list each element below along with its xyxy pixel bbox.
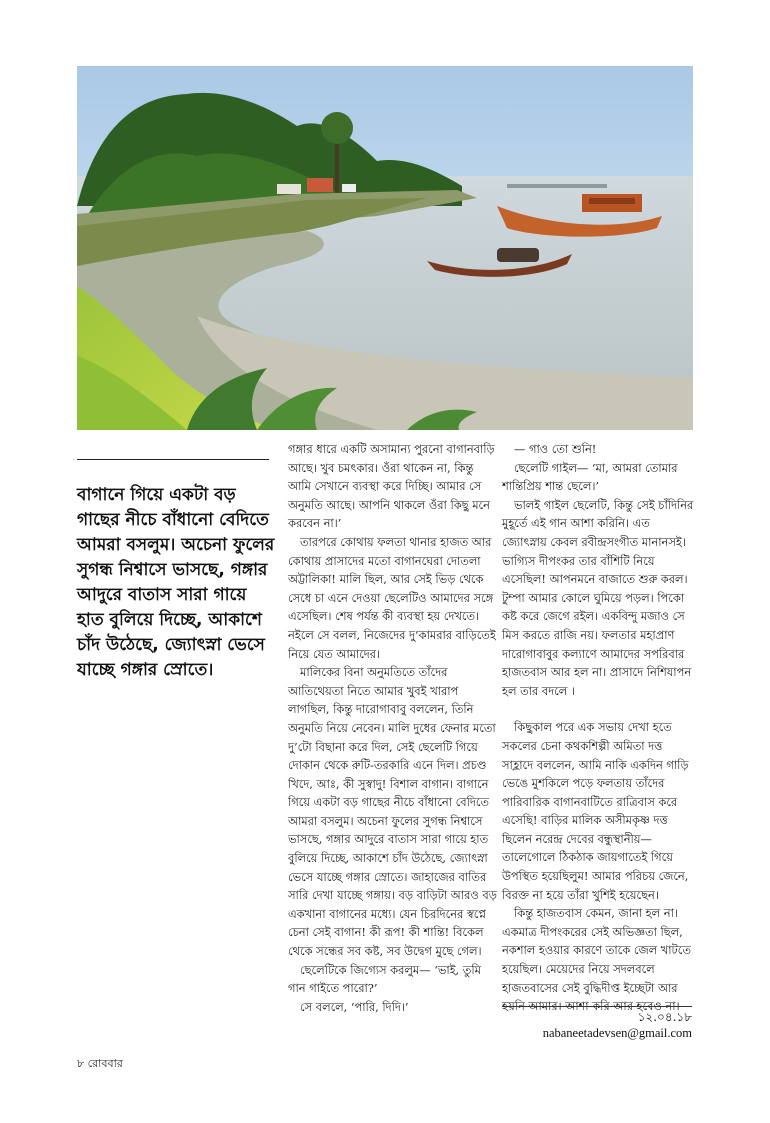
pull-quote: বাগানে গিয়ে একটা বড় গাছের নীচে বাঁধানো বেদিতে আমরা বসলুম। অচেনা ফুলের সুগন্ধ নিশ্বাসে ভাসছে, গঙ্গার আদুরে বাতাস সারা গায়ে হাত বুলিয়ে দিচ্ছে, আকাশে চাঁদ উঠেছে, জ্যোৎস্না ভেসে যাচ্ছে গঙ্গার স্রোতে। [77,485,275,680]
paragraph: ছেলেটিকে জিগ্যেস করলুম— ‘ভাই, তুমি গান গাইতে পারো?’ [288,962,481,996]
paragraph: ভালই গাইল ছেলেটি, কিন্তু সেই চাঁদিনির মুহূর্তে এই গান আশা করিনি। এত জ্যোৎস্নায় কেবল রবীন্দ্রসংগীত মানানসই। ভাগ্যিস দীপংকর তার বাঁশিটি নিয়ে এসেছিল! আপনমনে বাজাতে শুরু করল। টুম্পা আমার কোলে ঘুমিয়ে পড়ল। পিকো কষ্ট করে জেগে রইল। একবিন্দু মজাও সে মিস করতে রাজি নয়। ফলতার মহাপ্রাণ দারোগাবাবুর কল্যাণে আমাদের সপরিবার হাজতবাস আর হল না। প্রাসাদে নিশিযাপন হল তার বদলে । [502,497,694,698]
article-date: ১২.০৪.১৮ [637,1010,692,1024]
paragraph: সে বললে, ‘পারি, দিদি।’ [300,999,409,1014]
article-column-3 [502,440,695,1016]
paragraph: — গাও তো শুনি! [514,442,597,456]
riverbank-illustration [77,66,693,430]
author-email[interactable]: nabaneetadevsen@gmail.com [542,1026,692,1040]
paragraph: কিন্তু হাজতবাস কেমন, জানা হল না। একমাত্র দীপংকরের সেই অভিজ্ঞতা ছিল, নকশাল হওয়ার কারণে তাকে জেল খাটতে হয়েছিল। মেয়েদের নিয়ে সদলবলে হাজতবাসের সেই বুদ্ধিদীপ্ত ইচ্ছেটা আর হয়নি আমার। আশা করি আর হবেও না। [502,906,691,1014]
end-rule [502,1006,692,1007]
page-folio: ৮ রোববার [77,1057,123,1070]
paragraph: তারপরে কোথায় ফলতা থানার হাজত আর কোথায় প্রাসাদের মতো বাগানঘেরা দোতলা অট্টালিকা! মালি ছিল, আর সেই ভিড় থেকে সেধে চা এনে দেওয়া ছেলেটিও আমাদের সঙ্গে এসেছিল। শেষ পর্যন্ত কী ব্যবস্থা হয় দেখতে। নইলে সে বলল, নিজেদের দু’কামরার বাড়িতেই নিয়ে যেত আমাদের। [288,534,496,661]
paragraph: গঙ্গার ধারে একটি অসামান্য পুরনো বাগানবাড়ি আছে। খুব চমৎকার। ওঁরা থাকেন না, কিন্তু আমি সেখানে ব্যবস্থা করে দিচ্ছি। আমার সে অনুমতি আছে। আপনি থাকলে ওঁরা কিছু মনে করবেন না।’ [288,442,495,531]
paragraph: ছেলেটি গাইল— ‘মা, আমরা তোমার শান্তিপ্রিয় শান্ত ছেলে।’ [502,460,678,494]
hero-photo [77,66,693,430]
paragraph: কিছুকাল পরে এক সভায় দেখা হতে সকলের চেনা কথকশিল্পী অমিতা দত্ত সাহ্লাদে বললেন, আমি নাকি একদিন গাড়ি ভেঙে মুশকিলে পড়ে ফলতায় তাঁদের পারিবারিক বাগানবাটিতে রাত্রিবাস করে এসেছি! বাড়ির মালিক অসীমকৃষ্ণ দত্ত ছিলেন নরেন্দ্র দেবের বন্ধুস্থানীয়— তালেগোলে ঠিকঠাক জায়গাতেই গিয়ে উপস্থিত হয়েছিলুম! আমার পরিচয় জেনে, বিরক্ত না হয়ে তাঁরা খুশিই হয়েছেন। [502,720,689,902]
pull-quote-rule [77,459,269,460]
article-column-2 [288,440,498,1016]
paragraph: মালিকের বিনা অনুমতিতে তাঁদের আতিথেয়তা নিতে আমার খুবই খারাপ লাগছিল, কিন্তু দারোগাবাবু বললেন, তিনি অনুমতি নিয়ে নেবেন। মালি দুধের ফেনার মতো দু’টো বিছানা করে দিল, সেই ছেলেটি গিয়ে দোকান থেকে রুটি-তরকারি এনে দিল। প্রচণ্ড খিদে, আঃ, কী সুস্বাদু! বিশাল বাগান। বাগানে গিয়ে একটা বড় গাছের নীচে বাঁধানো বেদিতে আমরা বসলুম। অচেনা ফুলের সুগন্ধ নিশ্বাসে ভাসছে, গঙ্গার আদুরে বাতাস সারা গায়ে হাত বুলিয়ে দিচ্ছে, আকাশে চাঁদ উঠেছে, জ্যোৎস্না ভেসে যাচ্ছে গঙ্গার স্রোতে। জাহাজের বাতির সারি দেখা যাচ্ছে গঙ্গায়। বড় বাড়িটা আরও বড় একখানা বাগানের মধ্যে। যেন চিরদিনের স্বপ্নে চেনা সেই বাগান! কী রূপ! কী শান্তি! বিকেল থেকে সন্ধের সব কষ্ট, সব উদ্বেগ মুছে গেল। [288,665,497,959]
